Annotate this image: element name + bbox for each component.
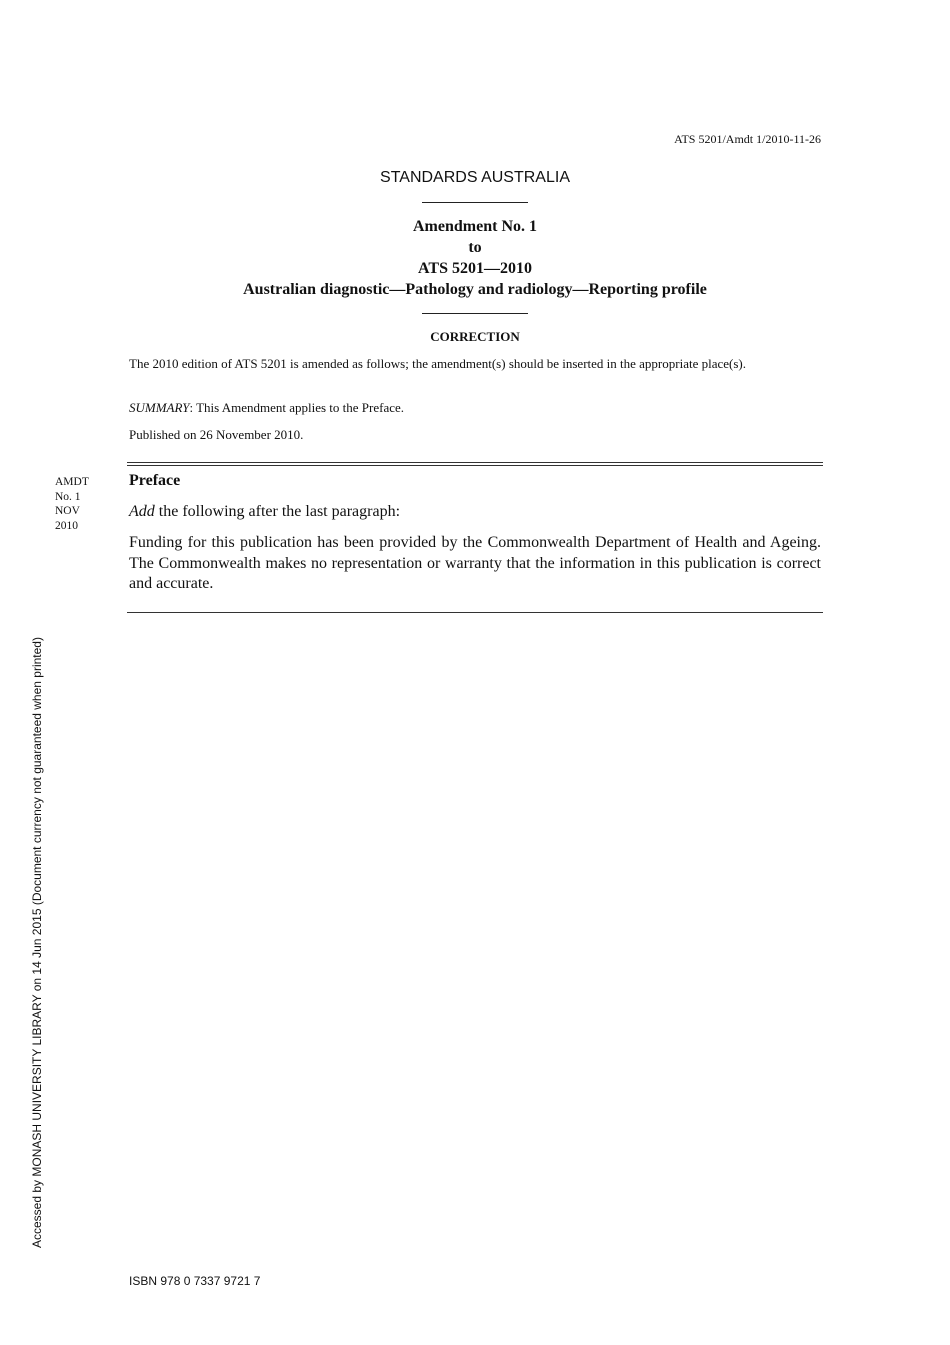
instruction-verb: Add: [129, 503, 155, 520]
summary-line: [129, 399, 821, 416]
title-divider: [422, 313, 528, 314]
margin-note-line: 2010: [55, 519, 78, 532]
published-line: Published on 26 November 2010.: [129, 427, 304, 442]
section-title: Preface: [129, 472, 181, 489]
title-line-standard: ATS 5201—2010: [418, 260, 532, 277]
isbn: ISBN 978 0 7337 9721 7: [129, 1274, 261, 1288]
title-line-amendment: Amendment No. 1: [413, 218, 537, 235]
summary-label: SUMMARY: [129, 400, 190, 415]
correction-heading: CORRECTION: [430, 329, 520, 344]
margin-note-line: AMDT: [55, 476, 89, 488]
title-line-to: to: [468, 239, 482, 256]
amendment-instruction: [129, 502, 821, 523]
amendment-body: Funding for this publication has been provided by the Commonwealth Department of Health and Ageing. The Commonwealth makes no representation or warranty that the information in this publication is correct and accurate.: [129, 534, 821, 592]
document-reference: ATS 5201/Amdt 1/2010-11-26: [674, 132, 821, 146]
margin-note-line: NOV: [55, 505, 80, 517]
amendment-title: [0, 216, 950, 300]
access-notice: Accessed by MONASH UNIVERSITY LIBRARY on 14 Jun 2015 (Document currency not guaranteed when printed): [30, 637, 44, 1248]
amendment-margin-note: [55, 475, 89, 533]
correction-intro: The 2010 edition of ATS 5201 is amended as follows; the amendment(s) should be inserted in the appropriate place(s).: [129, 356, 746, 371]
header-divider: [422, 202, 528, 203]
section-top-rule: [127, 462, 823, 466]
instruction-rest: the following after the last paragraph:: [154, 503, 401, 520]
organization-name: STANDARDS AUSTRALIA: [380, 169, 570, 186]
section-bottom-rule: [127, 612, 823, 613]
title-line-name: Australian diagnostic—Pathology and radiology—Reporting profile: [243, 281, 707, 298]
summary-text: : This Amendment applies to the Preface.: [189, 400, 405, 415]
margin-note-line: No. 1: [55, 490, 81, 503]
